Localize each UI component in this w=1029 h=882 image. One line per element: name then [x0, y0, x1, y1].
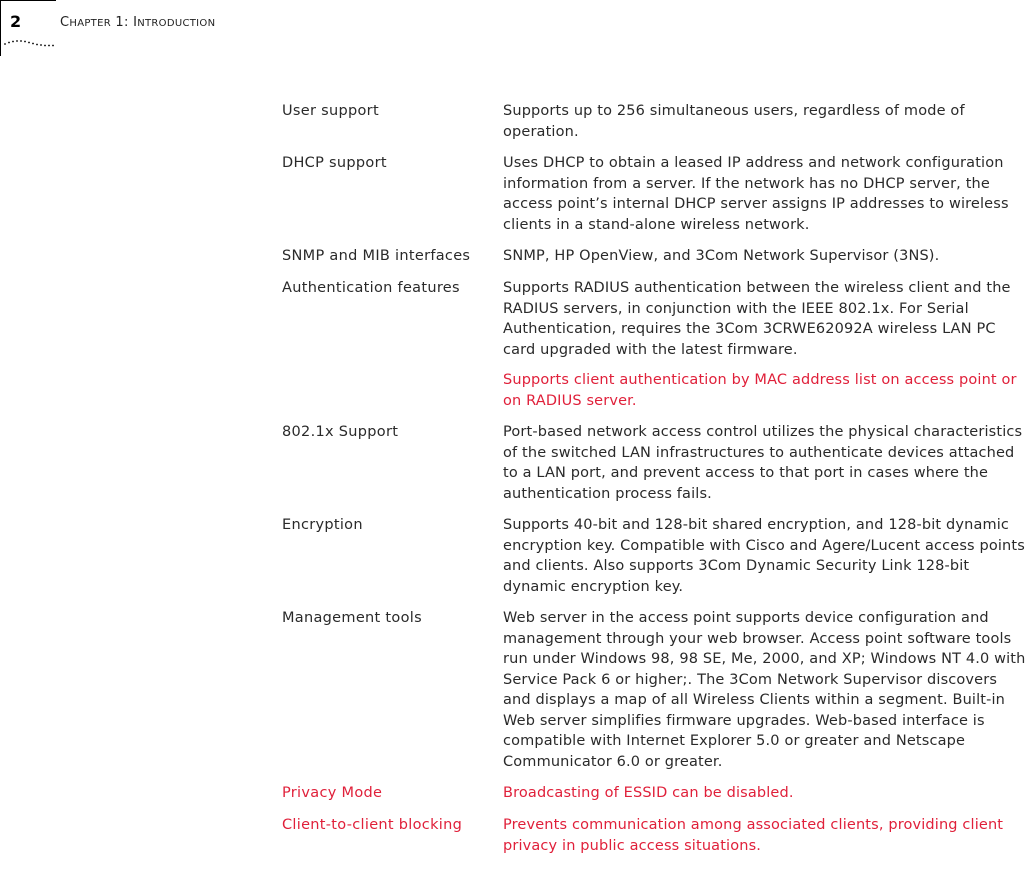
feature-description-paragraph: Uses DHCP to obtain a leased IP address and network configuration information from a server. If the network has no DHCP server, the access point’s internal DHCP server assigns IP addresses to wireless clients in a stand-alone wireless network.	[503, 155, 1009, 233]
feature-row	[282, 515, 1027, 597]
feature-description-paragraph: Port-based network access control utilizes the physical characteristics of the switched LAN infrastructures to authenticate devices attached to a LAN port, and prevent access to that port in cases where the authentication process fails.	[503, 424, 1023, 502]
header-dotted-curve	[3, 32, 57, 48]
page-header	[0, 0, 400, 56]
feature-row	[282, 783, 1027, 804]
feature-description-paragraph: SNMP, HP OpenView, and 3Com Network Supervisor (3NS).	[503, 248, 940, 264]
header-horizontal-rule	[0, 0, 56, 1]
feature-row	[282, 608, 1027, 772]
feature-row	[282, 422, 1027, 504]
chapter-title-cap1: C	[60, 15, 70, 30]
feature-description-paragraph: Web server in the access point supports device configuration and management through your web browser. Access point software tools run under Windows 98, 98 SE, Me, 2000, and XP; Windows NT 4.0 with Service Pack 6 or higher;. The 3Com Network Supervisor discovers and displays a map of all Wireless Clients within a segment. Built-in Web server simplifies firmware upgrades. Web-based interface is compatible with Internet Explorer 5.0 or greater and Netscape Communicator 6.0 or greater.	[503, 610, 1026, 770]
feature-description-paragraph: Prevents communication among associated clients, providing client privacy in public access situations.	[503, 817, 1004, 854]
feature-row	[282, 101, 1027, 142]
feature-description	[503, 608, 1027, 772]
feature-label: 802.1x Support	[282, 424, 399, 440]
feature-description	[503, 783, 1027, 804]
feature-label: Client-to-client blocking	[282, 817, 463, 833]
feature-description-paragraph: Supports client authentication by MAC address list on access point or on RADIUS server.	[503, 372, 1017, 409]
chapter-title-cap2: I	[133, 15, 138, 30]
chapter-title-rest1: HAPTER	[69, 18, 111, 29]
feature-table	[282, 101, 1027, 867]
feature-label: Authentication features	[282, 280, 460, 296]
feature-description	[503, 815, 1027, 856]
page-number: 2	[10, 12, 22, 31]
feature-label: Management tools	[282, 610, 422, 626]
feature-row	[282, 153, 1027, 235]
feature-label: User support	[282, 103, 379, 119]
chapter-title-num: 1:	[110, 15, 134, 30]
feature-description-paragraph: Supports 40-bit and 128-bit shared encryption, and 128-bit dynamic encryption key. Compatible with Cisco and Agere/Lucent access points and clients. Also supports 3Com Dynamic Security Link 128-bit dynamic encryption key.	[503, 517, 1025, 595]
feature-description	[503, 422, 1027, 504]
feature-description-paragraph: Supports up to 256 simultaneous users, regardless of mode of operation.	[503, 103, 965, 140]
chapter-title	[60, 15, 215, 30]
header-vertical-rule	[0, 0, 1, 56]
feature-description	[503, 153, 1027, 235]
feature-label: DHCP support	[282, 155, 387, 171]
feature-description	[503, 278, 1027, 411]
feature-row	[282, 246, 1027, 267]
chapter-title-rest2: NTRODUCTION	[137, 18, 216, 29]
feature-description-paragraph: Supports RADIUS authentication between the wireless client and the RADIUS servers, in conjunction with the IEEE 802.1x. For Serial Authentication, requires the 3Com 3CRWE62092A wireless LAN PC card upgraded with the latest firmware.	[503, 280, 1011, 358]
feature-description-paragraph: Broadcasting of ESSID can be disabled.	[503, 785, 794, 801]
feature-description	[503, 101, 1027, 142]
feature-label: Privacy Mode	[282, 785, 383, 801]
feature-row	[282, 815, 1027, 856]
feature-row	[282, 278, 1027, 411]
feature-label: Encryption	[282, 517, 363, 533]
feature-description	[503, 246, 1027, 267]
feature-description	[503, 515, 1027, 597]
feature-label: SNMP and MIB interfaces	[282, 248, 471, 264]
